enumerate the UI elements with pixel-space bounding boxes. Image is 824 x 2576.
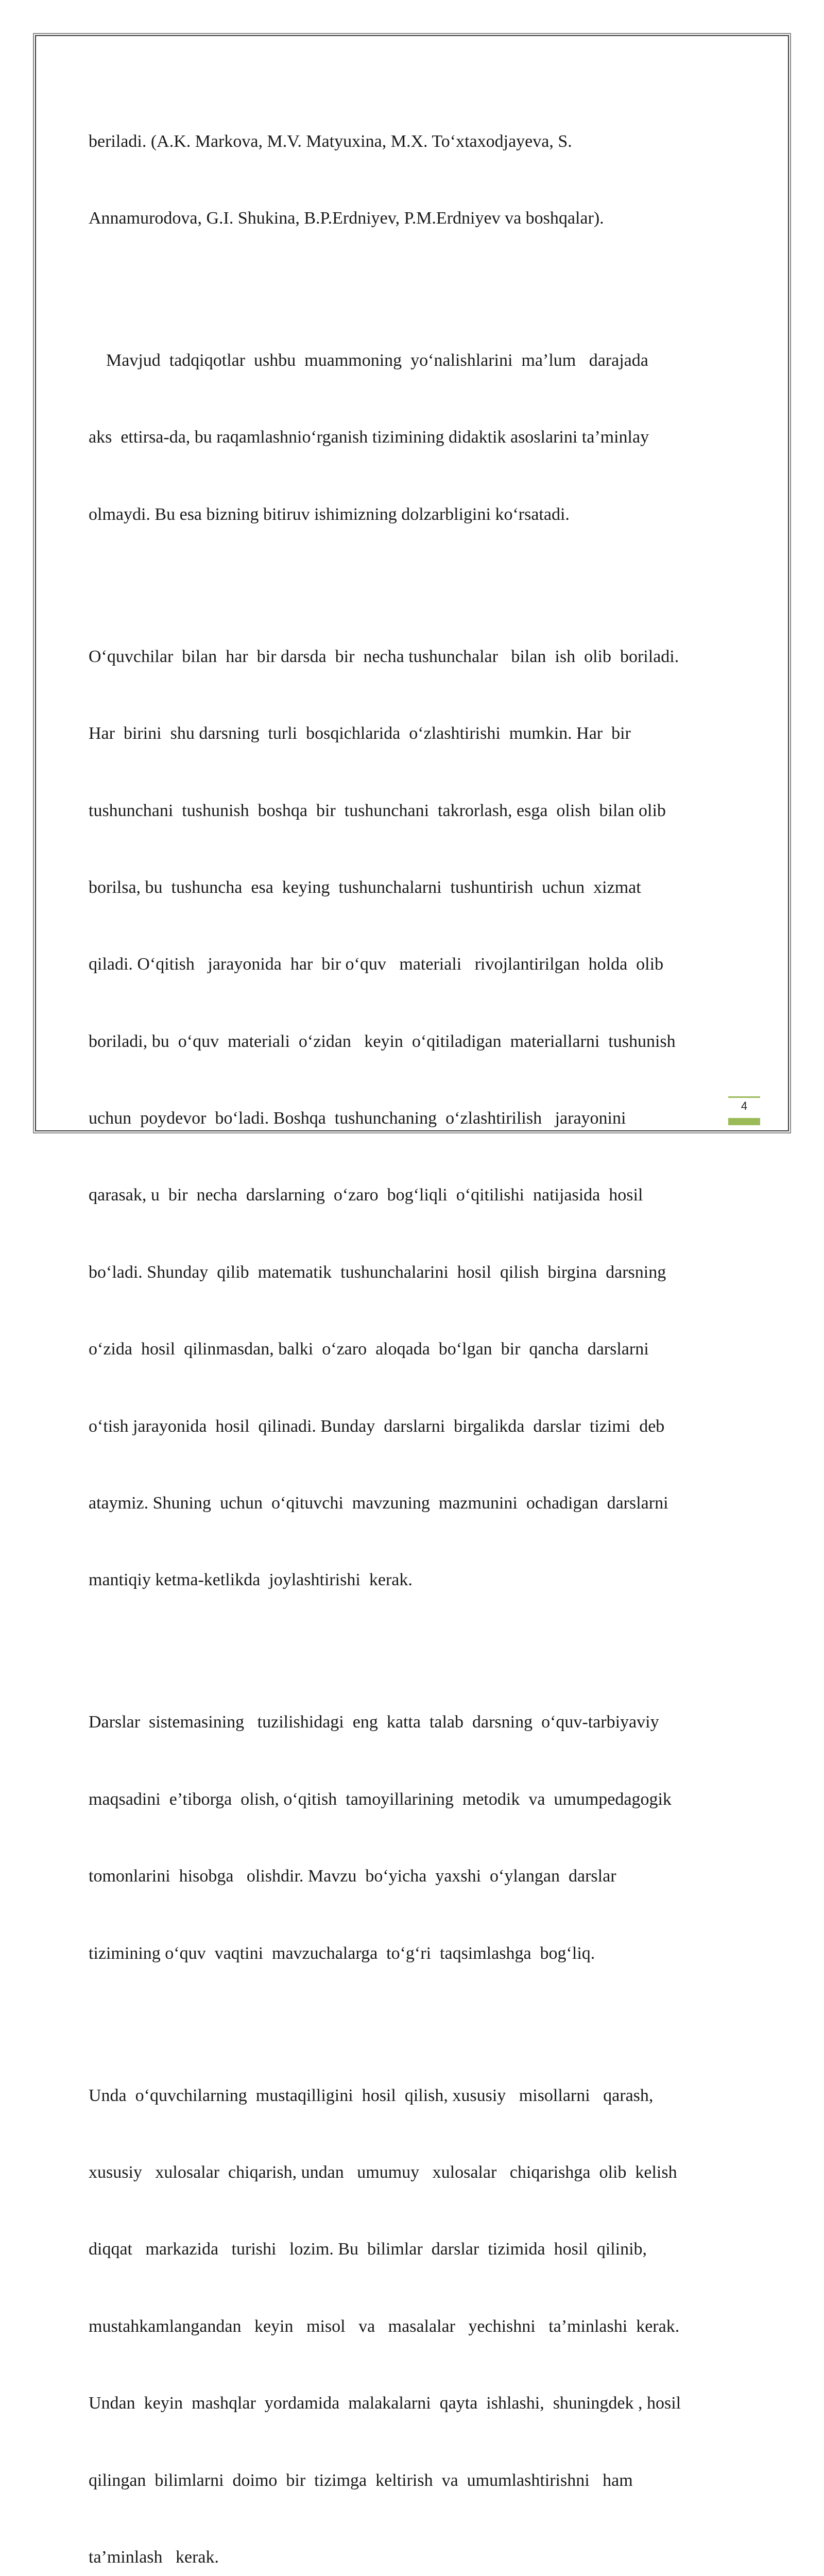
text-line: diqqat markazida turishi lozim. Bu bilimlar darslar tizimida hosil qilinib, [89,2240,647,2259]
text-line: ataymiz. Shuning uchun o‘qituvchi mavzuning mazmunini ochadigan darslarni [89,1494,668,1513]
text-line: tomonlarini hisobga olishdir. Mavzu bo‘yicha yaxshi o‘ylangan darslar [89,1867,616,1886]
page-number-bar [728,1118,760,1125]
text-line: borilsa, bu tushuncha esa keying tushunchalarni tushuntirish uchun xizmat [89,877,641,897]
text-line: Mavjud tadqiqotlar ushbu muammoning yo‘nalishlarini ma’lum darajada [89,350,648,370]
text-line: tushunchani tushunish boshqa bir tushunchani takrorlash, esga olish bilan olib [89,801,666,820]
paragraph-citation [89,77,745,282]
text-line: Unda o‘quvchilarning mustaqilligini hosil qilish, xususiy misollarni qarash, [89,2086,654,2105]
paragraph-lesson-system [89,1658,745,2018]
paragraph-relevance [89,296,745,579]
text-line: qiladi. O‘qitish jarayonida har bir o‘quv materiali rivojlantirilgan holda olib [89,955,664,974]
page-number-rule [728,1096,760,1098]
text-line: uchun poydevor bo‘ladi. Boshqa tushunchaning o‘zlashtirilish jarayonini [89,1109,626,1128]
paragraph-concepts [89,592,745,1645]
text-line: bo‘ladi. Shunday qilib matematik tushunchalarini hosil qilish birgina darsning [89,1262,666,1282]
text-line: maqsadini e’tiborga olish, o‘qitish tamoyillarining metodik va umumpedagogik [89,1789,672,1809]
text-line: qilingan bilimlarni doimo bir tizimga keltirish va umumlashtirishni ham [89,2470,633,2490]
text-line: O‘quvchilar bilan har bir darsda bir necha tushunchalar bilan ish olib boriladi. [89,647,679,666]
page-number: 4 [741,1099,748,1112]
text-line: qarasak, u bir necha darslarning o‘zaro bog‘liqli o‘qitilishi natijasida hosil [89,1185,643,1205]
text-line: tizimining o‘quv vaqtini mavzuchalarga to‘g‘ri taqsimlashga bog‘liq. [89,1943,595,1963]
document-body [89,77,745,2576]
text-line: ta’minlash kerak. [89,2547,219,2567]
page-number-footer [728,1096,760,1124]
text-line: beriladi. (A.K. Markova, M.V. Matyuxina, M.X. To‘xtaxodjayeva, S. [89,131,572,151]
paragraph-independence [89,2031,745,2576]
text-line: o‘zida hosil qilinmasdan, balki o‘zaro aloqada bo‘lgan bir qancha darslarni [89,1340,649,1359]
text-line: xususiy xulosalar chiqarish, undan umumuy xulosalar chiqarishga olib kelish [89,2162,677,2182]
text-line: o‘tish jarayonida hosil qilinadi. Bunday darslarni birgalikda darslar tizimi deb [89,1416,665,1436]
text-line: Har birini shu darsning turli bosqichlarida o‘zlashtirishi mumkin. Har bir [89,724,631,743]
text-line: Annamurodova, G.I. Shukina, B.P.Erdniyev, P.M.Erdniyev va boshqalar). [89,208,604,228]
text-line: mustahkamlangandan keyin misol va masalalar yechishni ta’minlashi kerak. [89,2316,680,2336]
text-line: Undan keyin mashqlar yordamida malakalarni qayta ishlashi, shuningdek , hosil [89,2394,681,2413]
text-line: boriladi, bu o‘quv materiali o‘zidan keyin o‘qitiladigan materiallarni tushunish [89,1031,676,1051]
text-line: aks ettirsa-da, bu raqamlashnio‘rganish tizimining didaktik asoslarini ta’minlay [89,428,649,447]
text-line: mantiqiy ketma-ketlikda joylashtirishi kerak. [89,1570,413,1590]
text-line: olmaydi. Bu esa bizning bitiruv ishimizning dolzarbligini ko‘rsatadi. [89,504,570,524]
text-line: Darslar sistemasining tuzilishidagi eng katta talab darsning o‘quv-tarbiyaviy [89,1713,659,1732]
